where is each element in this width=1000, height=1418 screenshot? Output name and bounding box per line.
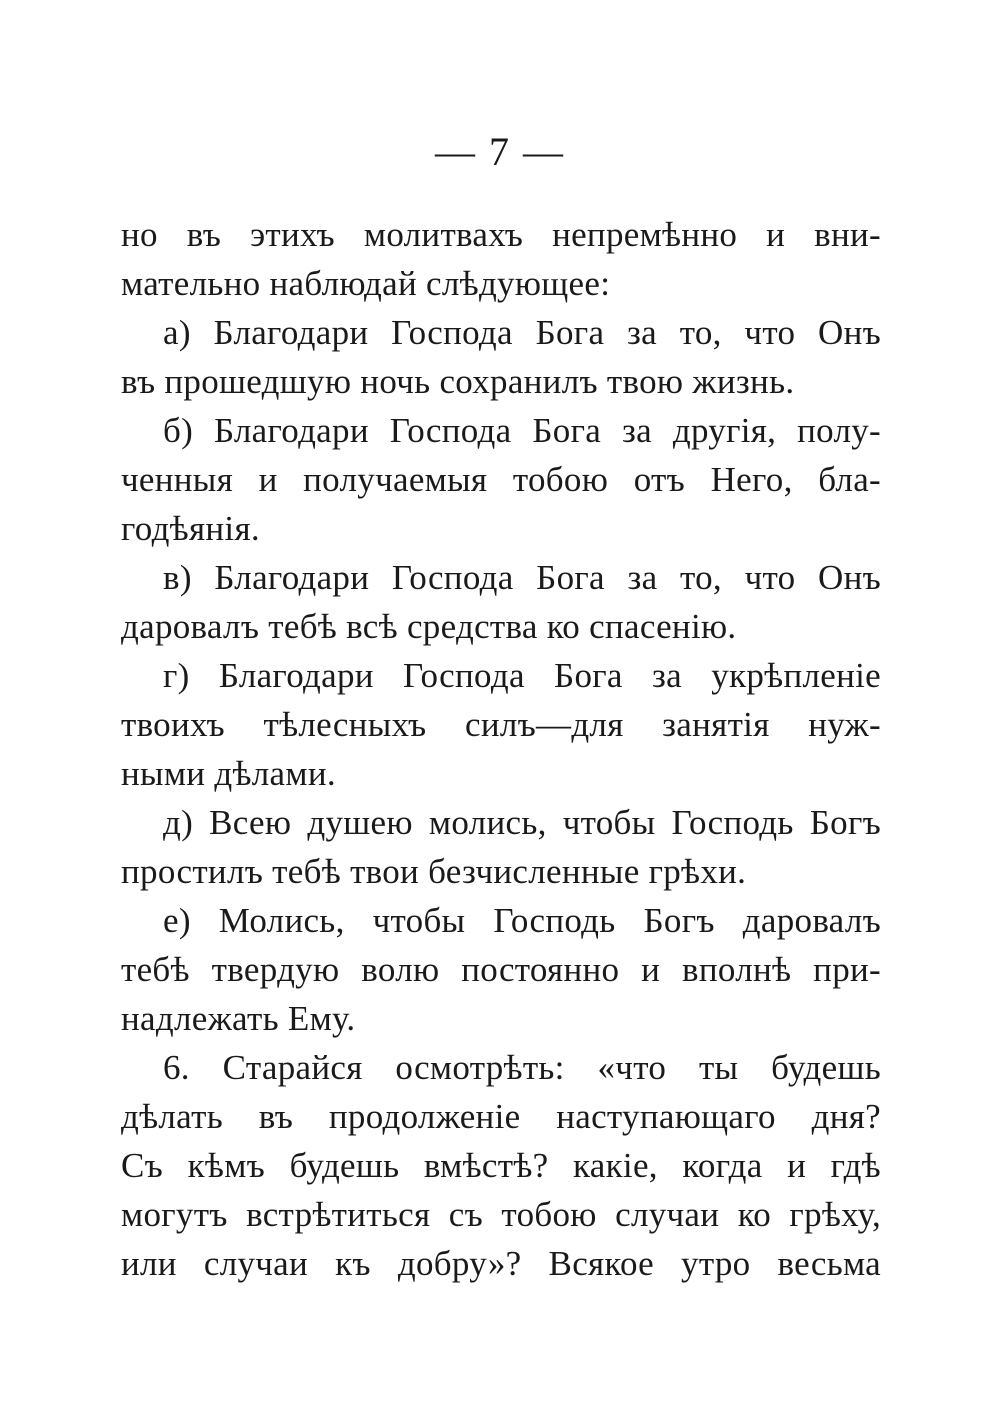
list-item-e-line: е) Молись, чтобы Господь Богъ даровалъ — [163, 901, 881, 940]
paragraph-6-line: или случаи къ добру»? Всякое утро весьма — [121, 1244, 881, 1283]
paragraph-6-line: Съ кѣмъ будешь вмѣстѣ? какіе, когда и гдѣ — [121, 1146, 881, 1185]
list-item-a-line: въ прошедшую ночь сохранилъ твою жизнь. — [121, 362, 795, 401]
paragraph-6-line: могутъ встрѣтиться съ тобою случаи ко грѣху, — [121, 1195, 881, 1234]
list-item-g-line: г) Благодари Господа Бога за укрѣпленіе — [163, 656, 881, 695]
list-item-e-line: надлежать Ему. — [121, 999, 356, 1038]
list-item-b-line: ченныя и получаемыя тобою отъ Него, бла- — [121, 460, 881, 499]
list-item-e-line: тебѣ твердую волю постоянно и вполнѣ при- — [121, 950, 881, 989]
list-item-v-line: в) Благодари Господа Бога за то, что Онъ — [163, 558, 881, 597]
page-number: — 7 — — [435, 129, 565, 174]
list-item-d-line: простилъ тебѣ твои безчисленные грѣхи. — [121, 852, 747, 891]
list-item-a-line: а) Благодари Господа Бога за то, что Онъ — [163, 313, 881, 352]
body-text — [121, 210, 881, 1288]
text-line: но въ этихъ молитвахъ непремѣнно и вни- — [121, 215, 881, 254]
list-item-g-line: твоихъ тѣлесныхъ силъ—для занятія нуж- — [121, 705, 881, 744]
list-item-b-line: б) Благодари Господа Бога за другія, полу- — [163, 411, 881, 450]
list-item-v-line: даровалъ тебѣ всѣ средства ко спасенію. — [121, 607, 737, 646]
list-item-g-line: ными дѣлами. — [121, 754, 336, 793]
text-line: мательно наблюдай слѣдующее: — [121, 264, 611, 303]
list-item-b-line: годѣянія. — [121, 509, 260, 548]
paragraph-6-line: дѣлать въ продолженіе наступающаго дня? — [121, 1097, 881, 1136]
paragraph-6-line: 6. Старайся осмотрѣть: «что ты будешь — [163, 1048, 881, 1087]
list-item-d-line: д) Всею душею молись, чтобы Господь Богъ — [163, 803, 881, 842]
